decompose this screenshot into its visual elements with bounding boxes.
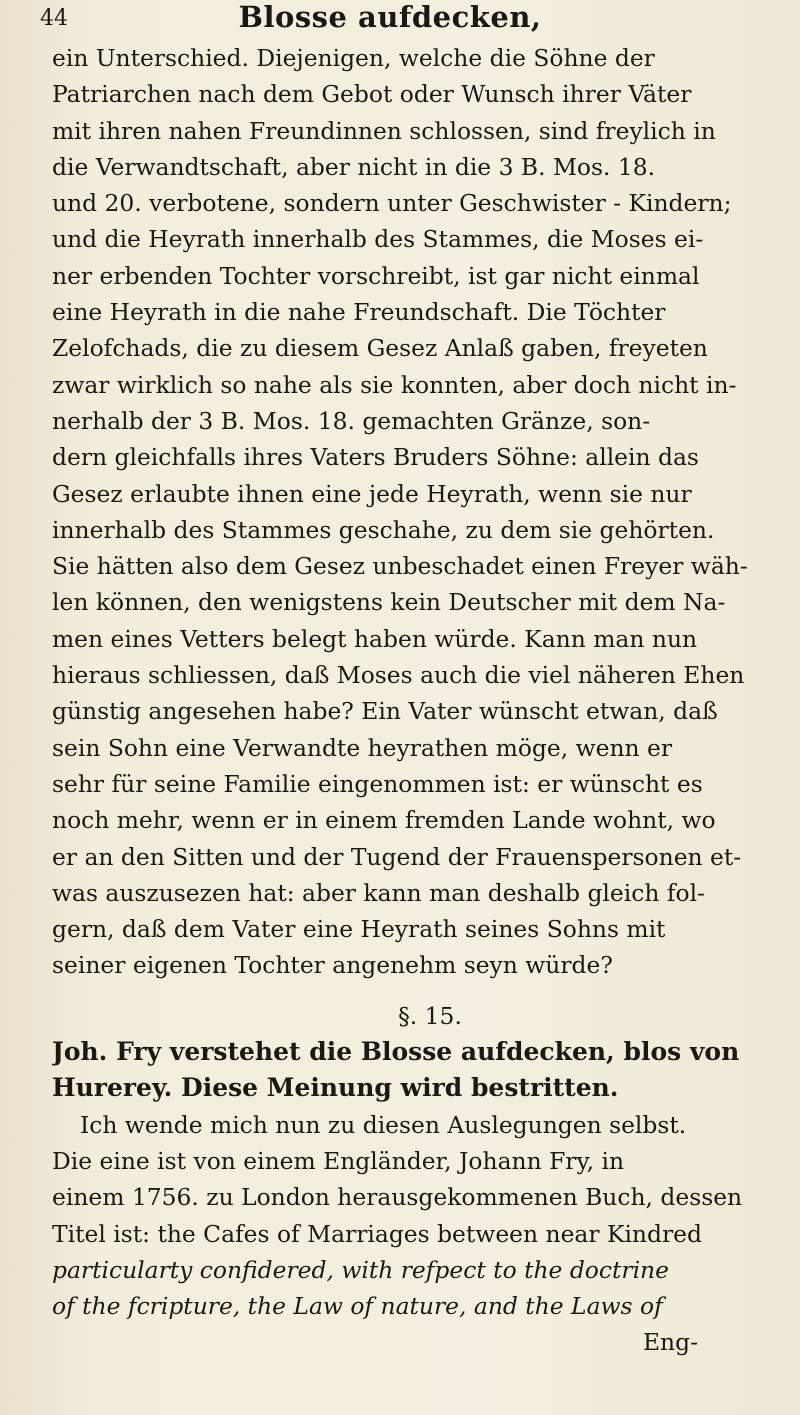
text-line: Die eine ist von einem Engländer, Johann Fry, in: [52, 1146, 625, 1175]
text-line: ner erbenden Tochter vorschreibt, ist gar nicht einmal: [52, 261, 700, 290]
text-line: noch mehr, wenn er in einem fremden Lande wohnt, wo: [52, 806, 716, 835]
section-heading: Joh. Fry verstehet die Blosse aufdecken, blos von Hurerey. Diese Meinung wird bestritten.: [52, 1037, 740, 1103]
text-line: die Verwandtschaft, aber nicht in die 3 B. Mos. 18.: [52, 152, 656, 181]
text-line: of the fcripture, the Law of nature, and the Laws of: [52, 1292, 663, 1321]
text-line: men eines Vetters belegt haben würde. Kann man nun: [52, 624, 698, 653]
text-line: zwar wirklich so nahe als sie konnten, aber doch nicht in-: [52, 370, 737, 399]
text-line: seiner eigenen Tochter angenehm seyn würde?: [52, 951, 613, 980]
text-line: Zelofchads, die zu diesem Gesez Anlaß gaben, freyeten: [52, 334, 708, 363]
text-line: Sie hätten also dem Gesez unbeschadet einen Freyer wäh-: [52, 552, 748, 581]
text-line: len können, den wenigstens kein Deutscher mit dem Na-: [52, 588, 726, 617]
paragraph-2: [52, 1107, 758, 1361]
text-line: einem 1756. zu London herausgekommenen Buch, dessen: [52, 1183, 743, 1212]
running-head: Blosse aufdecken,: [238, 0, 542, 34]
text-line: mit ihren nahen Freundinnen schlossen, sind freylich in: [52, 116, 716, 145]
text-line: eine Heyrath in die nahe Freundschaft. Die Töchter: [52, 298, 666, 327]
text-line: nerhalb der 3 B. Mos. 18. gemachten Gränze, son-: [52, 406, 651, 435]
text-line: ein Unterschied. Diejenigen, welche die Söhne der: [52, 44, 655, 72]
text-line: Gesez erlaubte ihnen eine jede Heyrath, wenn sie nur: [52, 479, 692, 508]
text-line: hieraus schliessen, daß Moses auch die viel näheren Ehen: [52, 661, 745, 690]
text-line: gern, daß dem Vater eine Heyrath seines Sohns mit: [52, 915, 666, 944]
body-text: [52, 40, 758, 1361]
text-line: Patriarchen nach dem Gebot oder Wunsch ihrer Väter: [52, 80, 692, 109]
text-line: und 20. verbotene, sondern unter Geschwister - Kindern;: [52, 189, 732, 218]
text-line: particularty confidered, with refpect to the doctrine: [52, 1255, 669, 1284]
text-line: er an den Sitten und der Tugend der Frauenspersonen et-: [52, 842, 742, 871]
page-header: [40, 0, 740, 40]
paragraph-1: [52, 40, 758, 984]
text-line: und die Heyrath innerhalb des Stammes, die Moses ei-: [52, 225, 704, 254]
text-line: innerhalb des Stammes geschahe, zu dem sie gehörten.: [52, 515, 715, 544]
text-line: sein Sohn eine Verwandte heyrathen möge, wenn er: [52, 733, 673, 762]
page-number: 44: [40, 6, 68, 31]
section-number: §. 15.: [398, 1001, 462, 1030]
text-line: sehr für seine Familie eingenommen ist: er wünscht es: [52, 769, 703, 798]
text-line: dern gleichfalls ihres Vaters Bruders Söhne: allein das: [52, 443, 699, 472]
catchword: Eng-: [642, 1328, 698, 1357]
text-line: Titel ist: the Cafes of Marriages between near Kindred: [52, 1219, 702, 1248]
text-line: Ich wende mich nun zu diesen Auslegungen selbst.: [80, 1110, 687, 1139]
text-line: was auszusezen hat: aber kann man deshalb gleich fol-: [52, 878, 705, 907]
text-line: günstig angesehen habe? Ein Vater wünscht etwan, daß: [52, 697, 718, 726]
